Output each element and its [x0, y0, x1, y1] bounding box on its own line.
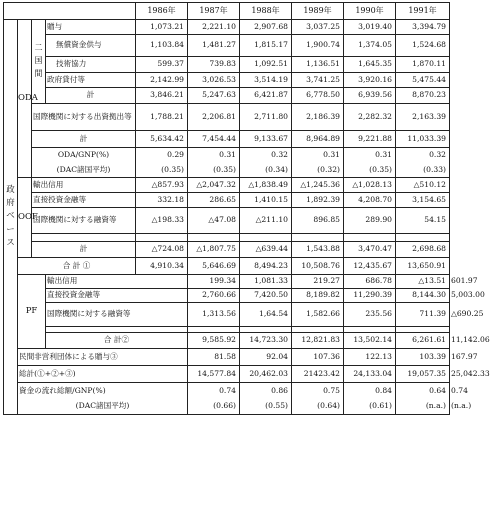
table-row: 民間非営利団体による贈与③ 81.58 92.04 107.36 122.13 103.39 167.97: [4, 349, 450, 366]
table-cell-value: 896.85: [292, 208, 344, 234]
table-cell-value: (0.66): [188, 399, 240, 415]
table-cell-value: 1,815.17: [240, 35, 292, 57]
table-cell-value: 2,282.32: [344, 104, 396, 131]
table-cell-value: (0.61): [344, 399, 396, 415]
row-label: 直接投資金融等: [46, 289, 188, 303]
table-cell-value: 1,543.88: [292, 242, 344, 258]
table-cell-value: (0.32): [292, 163, 344, 178]
year-header-1989: 1989年: [292, 3, 344, 20]
table-cell-value: (0.55): [240, 399, 292, 415]
year-header-1987: 1987年: [188, 3, 240, 20]
aid-flow-table-sheet: [3, 2, 490, 507]
table-cell-value: △510.12: [396, 178, 450, 193]
row-label: 技術協力: [46, 57, 136, 73]
table-cell-value: 739.83: [188, 57, 240, 73]
oda-label: ODA: [18, 20, 32, 178]
table-cell-value: 8,494.23: [240, 258, 292, 275]
table-cell-value: 21423.42: [292, 366, 344, 383]
year-header-1986: 1986年: [136, 3, 188, 20]
table-cell-value: 8,189.82: [292, 289, 344, 303]
row-label: 民間非営利団体による贈与③: [18, 349, 188, 366]
table-cell-value: △1,807.75: [188, 242, 240, 258]
table-cell-value: (0.35): [136, 163, 188, 178]
table-cell-value: 3,026.53: [188, 73, 240, 88]
table-cell-value: 0.31: [292, 148, 344, 163]
table-cell-value: 0.75: [292, 383, 344, 399]
table-cell-value: 81.58: [188, 349, 240, 366]
table-row: [4, 57, 450, 73]
table-cell-value: 289.90: [344, 208, 396, 234]
table-cell-value: △1,028.13: [344, 178, 396, 193]
table-cell-value: 3,470.47: [344, 242, 396, 258]
oof-label: OOF: [18, 178, 32, 258]
table-row: [4, 35, 450, 57]
table-row: 直接投資金融等 2,760.66 7,420.50 8,189.82 11,290.39 8,144.30 5,003.00: [4, 289, 450, 303]
table-cell-value: 7,454.44: [188, 131, 240, 148]
year-header-1988: 1988年: [240, 3, 292, 20]
table-cell-value: △639.44: [240, 242, 292, 258]
table-cell-value: 2,221.10: [188, 20, 240, 35]
row-label: 資金の流れ総額/GNP(%): [18, 383, 188, 399]
table-cell-value: 20,462.03: [240, 366, 292, 383]
table-cell-value: 5,475.44: [396, 73, 450, 88]
row-label: 直接投資金融等: [32, 193, 136, 208]
table-cell-value: △1,838.49: [240, 178, 292, 193]
table-cell-value: △857.93: [136, 178, 188, 193]
table-cell-value: 599.37: [136, 57, 188, 73]
table-cell-value: 107.36: [292, 349, 344, 366]
table-cell-value: 0.84: [344, 383, 396, 399]
table-cell-value: 3,514.19: [240, 73, 292, 88]
table-cell-value: △1,245.36: [292, 178, 344, 193]
table-cell-value: 8,870.23: [396, 88, 450, 104]
table-cell-value: 13,650.91: [396, 258, 450, 275]
table-cell-value: 1,410.15: [240, 193, 292, 208]
table-cell-value: 92.04: [240, 349, 292, 366]
table-row: [4, 20, 450, 35]
row-label: 贈与: [46, 20, 136, 35]
header-blank-cell: [4, 3, 136, 20]
table-cell-value: 3,394.79: [396, 20, 450, 35]
table-cell-value: 1,081.33: [240, 275, 292, 289]
table-cell-value: 1,374.05: [344, 35, 396, 57]
row-label: 計: [46, 88, 136, 104]
table-cell-value: 5,634.42: [136, 131, 188, 148]
table-cell-value: 1,524.68: [396, 35, 450, 57]
pf-label: PF: [18, 275, 46, 349]
table-row: [4, 258, 450, 275]
table-cell-value: 1,900.74: [292, 35, 344, 57]
table-cell-value: 6,939.56: [344, 88, 396, 104]
table-cell-value: 12,821.83: [292, 333, 344, 349]
table-cell-value: 2,711.80: [240, 104, 292, 131]
table-row: [4, 208, 450, 234]
table-cell-value: △198.33: [136, 208, 188, 234]
table-cell-value: 4,910.34: [136, 258, 188, 275]
aid-flow-table: [3, 2, 490, 415]
table-cell-value: 14,723.30: [240, 333, 292, 349]
table-cell-value: 6,261.61: [396, 333, 450, 349]
row-label: 合 計 ①: [18, 258, 136, 275]
table-row: 資金の流れ総額/GNP(%) 0.74 0.86 0.75 0.84 0.64 0.74: [4, 383, 450, 399]
row-label: 輸出信用: [46, 275, 188, 289]
table-cell-value: 3,920.16: [344, 73, 396, 88]
row-label: (DAC諸国平均): [18, 399, 188, 415]
table-cell-value: (0.35): [344, 163, 396, 178]
table-row: [4, 163, 450, 178]
table-cell-value: 1,103.84: [136, 35, 188, 57]
table-row-spacer: [4, 234, 450, 242]
table-cell-value: △2,047.32: [188, 178, 240, 193]
table-cell-value: 2,698.68: [396, 242, 450, 258]
table-cell-value: 0.31: [188, 148, 240, 163]
table-cell-value: (0.35): [188, 163, 240, 178]
table-cell-value: 1,870.11: [396, 57, 450, 73]
table-row: [4, 104, 450, 131]
table-cell-value: △13.51: [396, 275, 450, 289]
row-label: 計: [32, 131, 136, 148]
table-cell-value: 6,421.87: [240, 88, 292, 104]
table-cell-value: 13,502.14: [344, 333, 396, 349]
table-cell-value: 7,420.50: [240, 289, 292, 303]
table-cell-value: △724.08: [136, 242, 188, 258]
table-cell-value: 3,741.25: [292, 73, 344, 88]
table-row: [4, 193, 450, 208]
table-row: [4, 242, 450, 258]
table-cell-value: 711.39: [396, 303, 450, 327]
row-label: 政府貸付等: [46, 73, 136, 88]
table-cell-value: 1,582.66: [292, 303, 344, 327]
table-cell-value: 686.78: [344, 275, 396, 289]
row-label: 国際機関に対する出資拠出等: [32, 104, 136, 131]
table-cell-value: 122.13: [344, 349, 396, 366]
table-cell-value: 103.39: [396, 349, 450, 366]
table-cell-value: 199.34: [188, 275, 240, 289]
table-cell-value: 54.15: [396, 208, 450, 234]
table-row: [4, 148, 450, 163]
table-cell-value: 0.29: [136, 148, 188, 163]
table-cell-value: (0.33): [396, 163, 450, 178]
table-cell-value: 1,481.27: [188, 35, 240, 57]
table-cell-value: △211.10: [240, 208, 292, 234]
table-row: (DAC諸国平均) (0.66) (0.55) (0.64) (0.61) (n.a.) (n.a.): [4, 399, 450, 415]
row-label: 輸出信用: [32, 178, 136, 193]
table-cell-value: 286.65: [188, 193, 240, 208]
table-cell-value: 2,163.39: [396, 104, 450, 131]
table-row: [4, 73, 450, 88]
table-cell-value: 8,144.30: [396, 289, 450, 303]
table-cell-value: 2,186.39: [292, 104, 344, 131]
table-cell-value: 1,092.51: [240, 57, 292, 73]
table-cell-value: 0.31: [344, 148, 396, 163]
table-cell-value: 9,221.88: [344, 131, 396, 148]
row-label: 国際機関に対する融資等: [46, 303, 188, 327]
table-cell-value: 9,133.67: [240, 131, 292, 148]
table-cell-value: 1,788.21: [136, 104, 188, 131]
table-cell-value: 3,846.21: [136, 88, 188, 104]
table-row: [4, 131, 450, 148]
table-cell-value: 0.32: [240, 148, 292, 163]
table-cell-value: 19,057.35: [396, 366, 450, 383]
table-cell-value: 0.64: [396, 383, 450, 399]
year-header-1990: 1990年: [344, 3, 396, 20]
row-label: 国際機関に対する融資等: [32, 208, 136, 234]
table-cell-value: 1,313.56: [188, 303, 240, 327]
table-cell-value: 0.32: [396, 148, 450, 163]
table-cell-value: 2,760.66: [188, 289, 240, 303]
row-label: (DAC諸国平均): [32, 163, 136, 178]
table-cell-value: 24,133.04: [344, 366, 396, 383]
table-cell-value: 332.18: [136, 193, 188, 208]
table-row: 総計(①+②+③) 14,577.84 20,462.03 21423.42 24,133.04 19,057.35 25,042.33: [4, 366, 450, 383]
row-label: 計: [32, 242, 136, 258]
table-cell-value: 1,892.39: [292, 193, 344, 208]
row-label: ODA/GNP(%): [32, 148, 136, 163]
table-cell-value: 5,646.69: [188, 258, 240, 275]
table-cell-value: 1,645.35: [344, 57, 396, 73]
table-cell-value: 14,577.84: [188, 366, 240, 383]
table-cell-value: 6,778.50: [292, 88, 344, 104]
table-cell-value: 9,585.92: [188, 333, 240, 349]
table-cell-value: 1,073.21: [136, 20, 188, 35]
table-cell-value: 10,508.76: [292, 258, 344, 275]
table-cell-value: (0.34): [240, 163, 292, 178]
table-cell-value: 0.74: [188, 383, 240, 399]
table-cell-value: 235.56: [344, 303, 396, 327]
table-cell-value: 5,247.63: [188, 88, 240, 104]
table-cell-value: 1,136.51: [292, 57, 344, 73]
row-label: 総計(①+②+③): [18, 366, 188, 383]
table-row: 国際機関に対する融資等 1,313.56 1,64.54 1,582.66 235.56 711.39 △690.25: [4, 303, 450, 327]
table-cell-value: △47.08: [188, 208, 240, 234]
table-cell-value: 3,154.65: [396, 193, 450, 208]
table-cell-value: 3,037.25: [292, 20, 344, 35]
table-cell-value: 8,964.89: [292, 131, 344, 148]
table-cell-value: (0.64): [292, 399, 344, 415]
row-label: 合 計②: [46, 333, 188, 349]
table-cell-value: (n.a.): [396, 399, 450, 415]
table-cell-value: 2,907.68: [240, 20, 292, 35]
table-row: PF 輸出信用 199.34 1,081.33 219.27 686.78 △13.51 601.97: [4, 275, 450, 289]
year-header-1991: 1991年: [396, 3, 450, 20]
table-cell-value: 4,208.70: [344, 193, 396, 208]
table-cell-value: 11,033.39: [396, 131, 450, 148]
header-row: [4, 3, 450, 20]
table-cell-value: 3,019.40: [344, 20, 396, 35]
table-cell-value: 2,142.99: [136, 73, 188, 88]
table-cell-value: 1,64.54: [240, 303, 292, 327]
table-cell-value: 0.86: [240, 383, 292, 399]
table-cell-value: 11,290.39: [344, 289, 396, 303]
table-row: [4, 178, 450, 193]
table-cell-value: 2,206.81: [188, 104, 240, 131]
table-cell-value: 12,435.67: [344, 258, 396, 275]
row-label: 無償資金供与: [46, 35, 136, 57]
table-row: 合 計② 9,585.92 14,723.30 12,821.83 13,502.14 6,261.61 11,142.06: [4, 333, 450, 349]
bilateral-label: 二国間: [32, 20, 46, 104]
table-row: [4, 88, 450, 104]
government-base-label: 政府ベース: [4, 20, 18, 415]
table-cell-value: 219.27: [292, 275, 344, 289]
